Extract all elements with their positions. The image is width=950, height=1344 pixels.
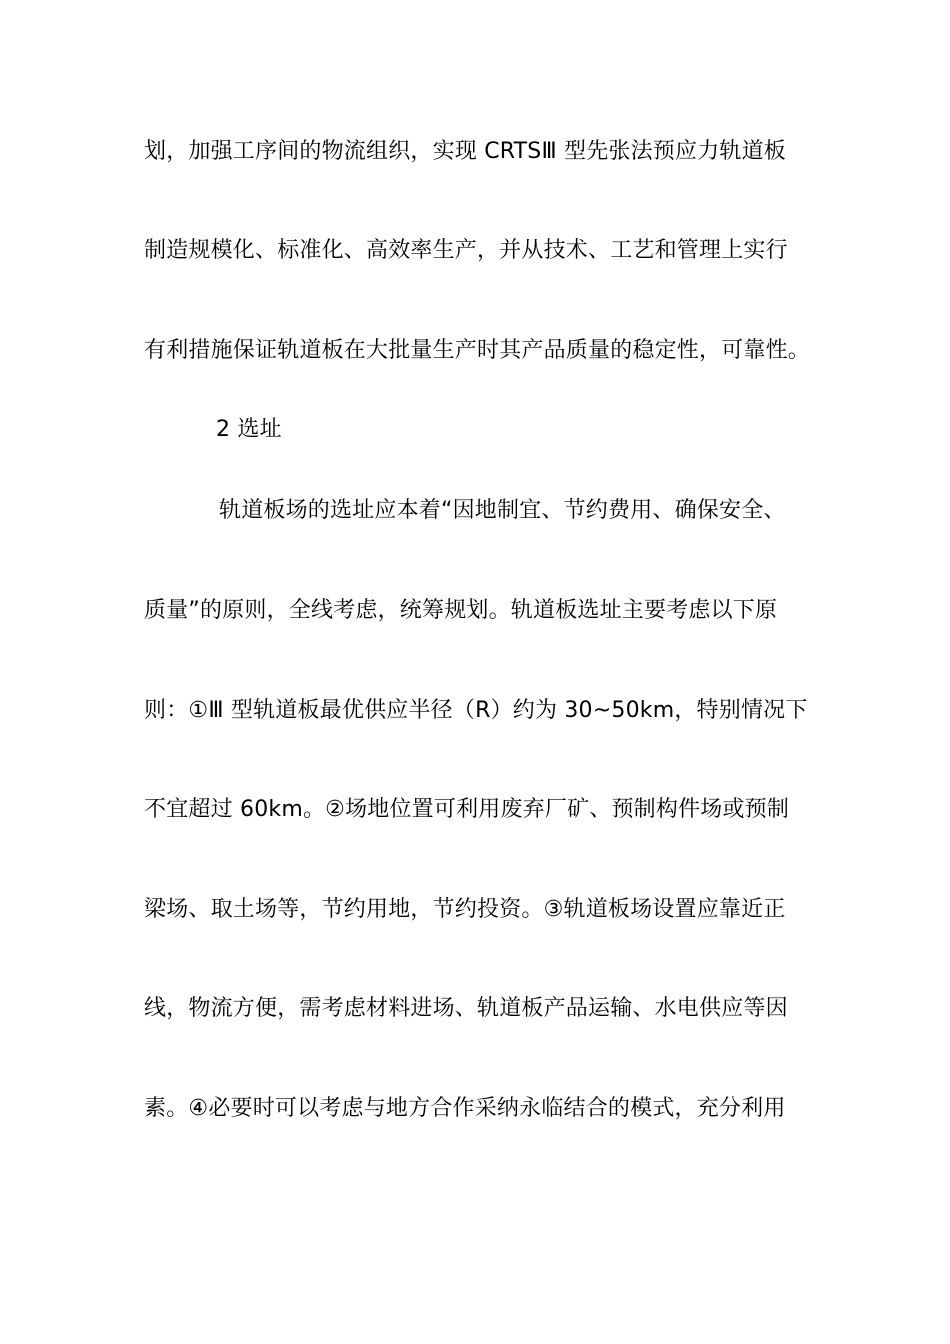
paragraph-line: 梁场、取土场等，节约用地，节约投资。③轨道板场设置应靠近正 bbox=[144, 897, 786, 922]
paragraph-line: 质量”的原则，全线考虑，统筹规划。轨道板选址主要考虑以下原 bbox=[144, 598, 778, 623]
paragraph-line: 则：①Ⅲ 型轨道板最优供应半径（R）约为 30~50km，特别情况下 bbox=[144, 698, 808, 723]
paragraph-line: 线，物流方便，需考虑材料进场、轨道板产品运输、水电供应等因 bbox=[144, 996, 788, 1021]
paragraph-line: 不宜超过 60km。②场地位置可利用废弃厂矿、预制构件场或预制 bbox=[144, 797, 790, 822]
paragraph-line: 轨道板场的选址应本着“因地制宜、节约费用、确保安全、 bbox=[219, 498, 786, 523]
paragraph-line: 制造规模化、标准化、高效率生产，并从技术、工艺和管理上实行 bbox=[144, 238, 788, 263]
section-heading: 2 选址 bbox=[216, 417, 282, 442]
paragraph-line: 有利措施保证轨道板在大批量生产时其产品质量的稳定性，可靠性。 bbox=[144, 338, 811, 363]
paragraph-line: 素。④必要时可以考虑与地方合作采纳永临结合的模式，充分利用 bbox=[144, 1096, 786, 1121]
paragraph-line: 划，加强工序间的物流组织，实现 CRTSⅢ 型先张法预应力轨道板 bbox=[144, 139, 787, 164]
